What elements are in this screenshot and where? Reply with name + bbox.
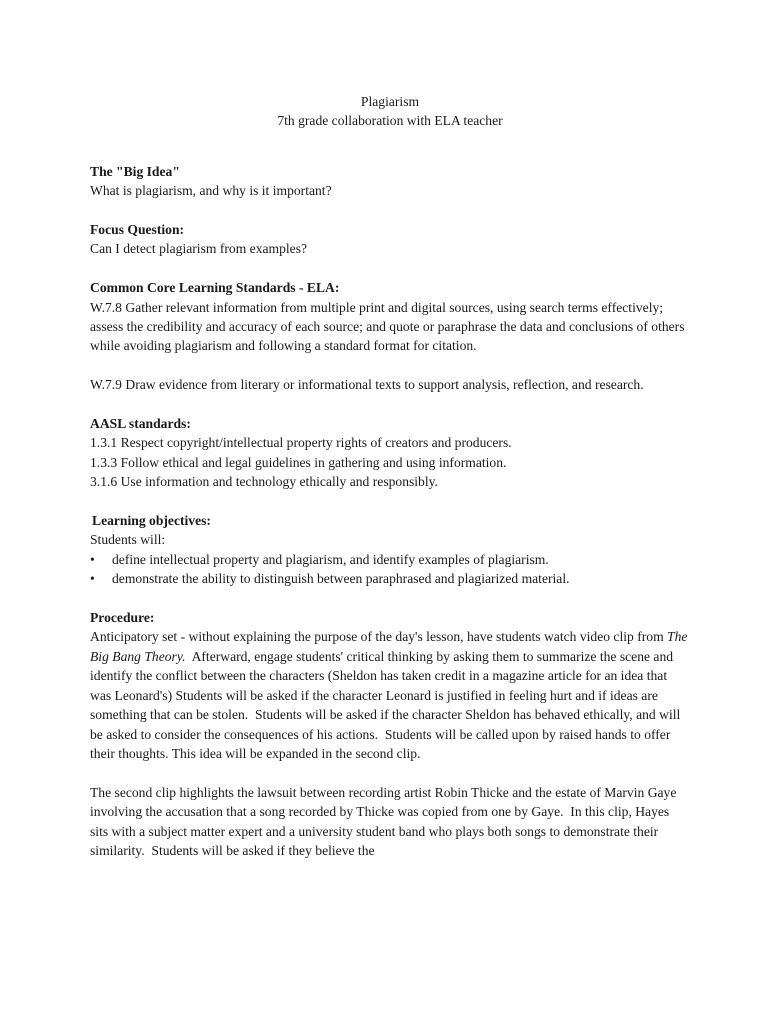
focus-question-section bbox=[90, 220, 690, 259]
list-item bbox=[90, 569, 690, 588]
objectives-section bbox=[90, 511, 690, 589]
procedure-paragraph-1 bbox=[90, 627, 690, 763]
bullet-icon: • bbox=[90, 571, 95, 587]
objectives-heading: Learning objectives: bbox=[92, 513, 211, 529]
show-title: The Big Bang Theory. bbox=[90, 629, 688, 664]
objective-text: define intellectual property and plagiarism, and identify examples of plagiarism. bbox=[112, 551, 549, 567]
big-idea-section bbox=[90, 162, 690, 201]
document-page bbox=[90, 92, 690, 880]
bullet-icon: • bbox=[90, 551, 95, 567]
objectives-intro: Students will: bbox=[90, 532, 166, 548]
standard-w78: W.7.8 Gather relevant information from multiple print and digital sources, using search terms effectively; assess the credibility and accuracy of each source; and quote or paraphrase the data and conclusions of others while avoiding plagiarism and following a standard format for citation. bbox=[90, 299, 685, 354]
list-item bbox=[90, 550, 690, 569]
big-idea-text: What is plagiarism, and why is it important? bbox=[90, 183, 332, 199]
procedure-text: Anticipatory set - without explaining the purpose of the day's lesson, have students watch video clip from bbox=[90, 629, 668, 645]
big-idea-heading: The "Big Idea" bbox=[90, 163, 180, 179]
aasl-heading: AASL standards: bbox=[90, 416, 191, 432]
objectives-list bbox=[90, 550, 690, 589]
aasl-section bbox=[90, 414, 690, 492]
aasl-item: 1.3.1 Respect copyright/intellectual property rights of creators and producers. bbox=[90, 435, 512, 451]
common-core-section bbox=[90, 278, 690, 394]
common-core-heading: Common Core Learning Standards - ELA: bbox=[90, 280, 340, 296]
aasl-item: 1.3.3 Follow ethical and legal guidelines in gathering and using information. bbox=[90, 454, 507, 470]
objective-text: demonstrate the ability to distinguish between paraphrased and plagiarized material. bbox=[112, 571, 570, 587]
procedure-section bbox=[90, 608, 690, 860]
standard-w79: W.7.9 Draw evidence from literary or informational texts to support analysis, reflection, and research. bbox=[90, 377, 644, 393]
focus-question-text: Can I detect plagiarism from examples? bbox=[90, 241, 308, 257]
procedure-text: Afterward, engage students' critical thinking by asking them to summarize the scene and identify the conflict between the characters (Sheldon has taken credit in a magazine article for an idea that was Leonard's) Students will be asked if the character Leonard is justified in feeling hurt and if ideas are something that can be stolen. Students will be asked if the character Sheldon has behaved ethically, and will be asked to consider the consequences of his actions. Students will be called upon by raised hands to offer their thoughts. This idea will be expanded in the second clip. bbox=[90, 648, 684, 761]
focus-question-heading: Focus Question: bbox=[90, 222, 185, 238]
document-title: Plagiarism bbox=[360, 94, 420, 109]
aasl-item: 3.1.6 Use information and technology ethically and responsibly. bbox=[90, 474, 438, 490]
procedure-heading: Procedure: bbox=[90, 610, 155, 626]
procedure-paragraph-2: The second clip highlights the lawsuit between recording artist Robin Thicke and the estate of Marvin Gaye involving the accusation that a song recorded by Thicke was copied from one by Gaye. In this clip, Hayes sits with a subject matter expert and a university student band who plays both songs to demonstrate their similarity. Students will be asked if they believe the bbox=[90, 784, 680, 858]
document-subtitle: 7th grade collaboration with ELA teacher bbox=[277, 113, 503, 129]
title-block bbox=[90, 92, 690, 131]
